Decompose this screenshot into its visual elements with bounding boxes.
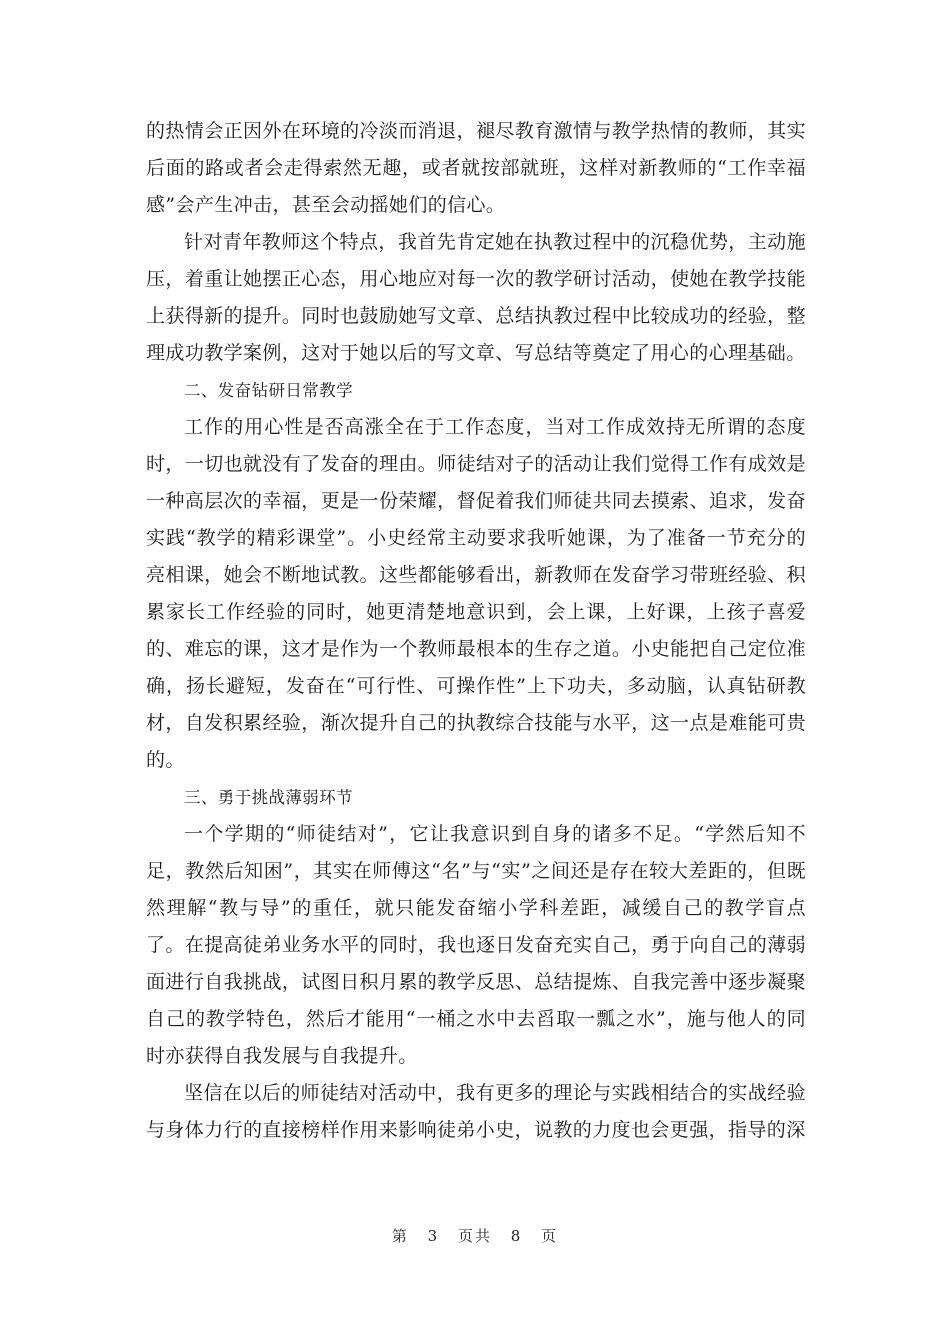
paragraph-1: 的热情会正因外在环境的冷淡而消退，褪尽教育激情与教学热情的教师，其实后面的路或者会走得索然无趣，或者就按部就班，这样对新教师的“工作幸福感”会产生冲击，甚至会动摇她们的信心。 bbox=[146, 120, 806, 216]
footer-suffix: 页 bbox=[541, 1227, 559, 1245]
paragraph-2: 针对青年教师这个特点，我首先肯定她在执教过程中的沉稳优势，主动施压，着重让她摆正心态，用心地应对每一次的教学研讨活动，使她在教学技能上获得新的提升。同时也鼓励她写文章、总结执教过程中比较成功的经验，整理成功教学案例，这对于她以后的写文章、写总结等奠定了用心的心理基础。 bbox=[146, 231, 806, 364]
footer-total-pages: 8 bbox=[510, 1227, 523, 1245]
page-footer bbox=[0, 1225, 950, 1247]
document-body bbox=[146, 113, 806, 1149]
paragraph-3: 工作的用心性是否高涨全在于工作态度，当对工作成效持无所谓的态度时，一切也就没有了发奋的理由。师徒结对子的活动让我们觉得工作有成效是一种高层次的幸福，更是一份荣耀，督促着我们师徒共同去摸索、追求，发奋实践“教学的精彩课堂”。小史经常主动要求我听她课，为了准备一节充分的亮相课，她会不断地试教。这些都能够看出，新教师在发奋学习带班经验、积累家长工作经验的同时，她更清楚地意识到，会上课，上好课，上孩子喜爱的、难忘的课，这才是作为一个教师最根本的生存之道。小史能把自己定位准确，扬长避短，发奋在“可行性、可操作性”上下功夫，多动脑，认真钻研教材，自发积累经验，渐次提升自己的执教综合技能与水平，这一点是难能可贵的。 bbox=[146, 416, 806, 771]
section-heading-3: 三、勇于挑战薄弱环节 bbox=[184, 788, 353, 807]
footer-prefix: 第 bbox=[391, 1227, 409, 1245]
section-heading-2: 二、发奋钻研日常教学 bbox=[184, 381, 353, 400]
footer-middle: 页共 bbox=[457, 1227, 492, 1245]
paragraph-4: 一个学期的“师徒结对”，它让我意识到自身的诸多不足。“学然后知不足，教然后知困”，其实在师傅这“名”与“实”之间还是存在较大差距的，但既然理解“教与导”的重任，就只能发奋缩小学科差距，减缓自己的教学盲点了。在提高徒弟业务水平的同时，我也逐日发奋充实自己，勇于向自己的薄弱面进行自我挑战，试图日积月累的教学反思、总结提炼、自我完善中逐步凝聚自己的教学特色，然后才能用“一桶之水中去舀取一瓢之水”，施与他人的同时亦获得自我发展与自我提升。 bbox=[146, 823, 806, 1067]
footer-page-number: 3 bbox=[427, 1227, 440, 1245]
paragraph-5: 坚信在以后的师徒结对活动中，我有更多的理论与实践相结合的实战经验与身体力行的直接榜样作用来影响徒弟小史，说教的力度也会更强，指导的深 bbox=[146, 1082, 806, 1141]
